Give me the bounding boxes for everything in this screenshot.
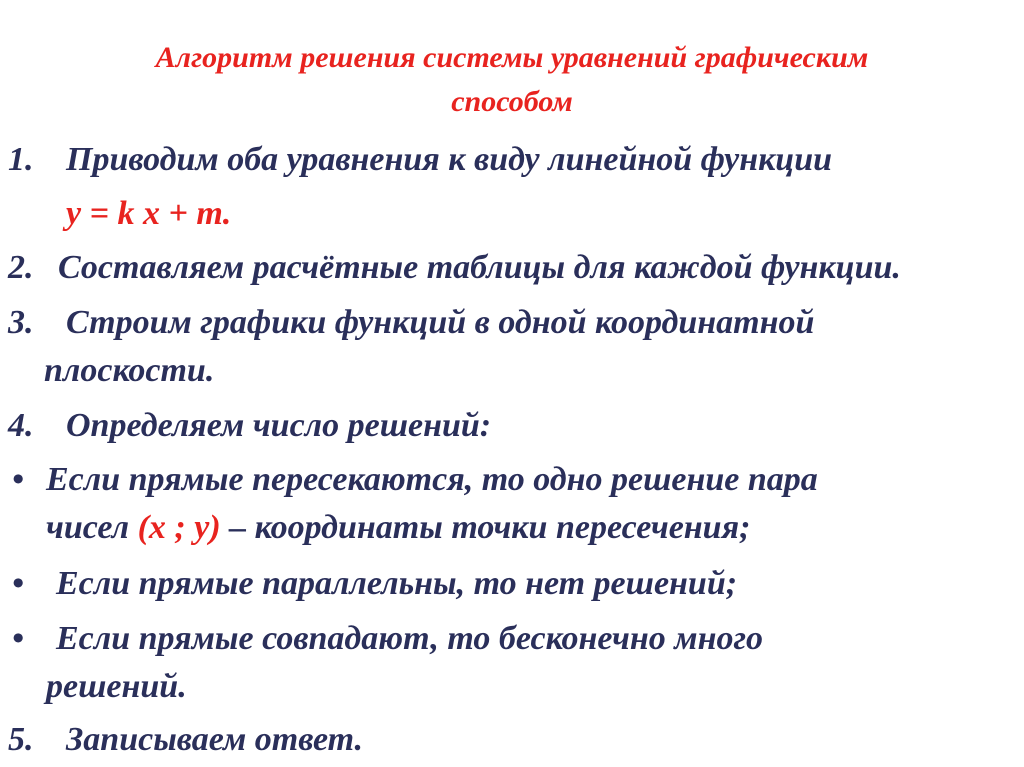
step-3-text: Строим графики функций в одной координатной	[66, 304, 815, 341]
step-4-marker: 4.	[8, 407, 34, 444]
step-1	[8, 138, 832, 182]
step-5-text: Записываем ответ.	[66, 721, 364, 758]
slide-title-line-2: способом	[451, 85, 573, 118]
bullet-parallel	[12, 562, 737, 606]
bullet-marker: •	[12, 620, 24, 657]
step-3	[8, 301, 814, 345]
slide-title-line-1: Алгоритм решения системы уравнений графическим	[155, 41, 869, 74]
step-2-text: Составляем расчётные таблицы для каждой функции.	[58, 249, 901, 286]
bullet-coincide-continuation: решений.	[46, 668, 187, 705]
step-5-marker: 5.	[8, 721, 34, 758]
bullet-intersect-text: Если прямые пересекаются, то одно решение пара	[46, 461, 818, 498]
step-1-text: Приводим оба уравнения к виду линейной функции	[66, 141, 833, 178]
bullet-coincide-text: Если прямые совпадают, то бесконечно много	[56, 620, 763, 657]
step-2	[8, 246, 901, 290]
bullet-marker: •	[12, 565, 24, 602]
step-1-marker: 1.	[8, 141, 34, 178]
bullet-intersect-cont-before: чисел	[46, 509, 138, 546]
step-2-marker: 2.	[8, 249, 34, 286]
bullet-parallel-text: Если прямые параллельны, то нет решений;	[56, 565, 738, 602]
formula-linear-function: y = k x + m.	[66, 195, 232, 232]
step-3-marker: 3.	[8, 304, 34, 341]
bullet-coincide	[12, 617, 763, 661]
bullet-intersect	[12, 458, 818, 502]
step-4-text: Определяем число решений:	[66, 407, 492, 444]
step-5	[8, 718, 363, 762]
step-4	[8, 404, 491, 448]
step-3-continuation: плоскости.	[44, 352, 215, 389]
bullet-intersect-continuation	[46, 506, 750, 550]
coordinate-pair: (x ; y)	[137, 509, 221, 546]
bullet-intersect-cont-after: – координаты точки пересечения;	[220, 509, 751, 546]
bullet-marker: •	[12, 461, 24, 498]
